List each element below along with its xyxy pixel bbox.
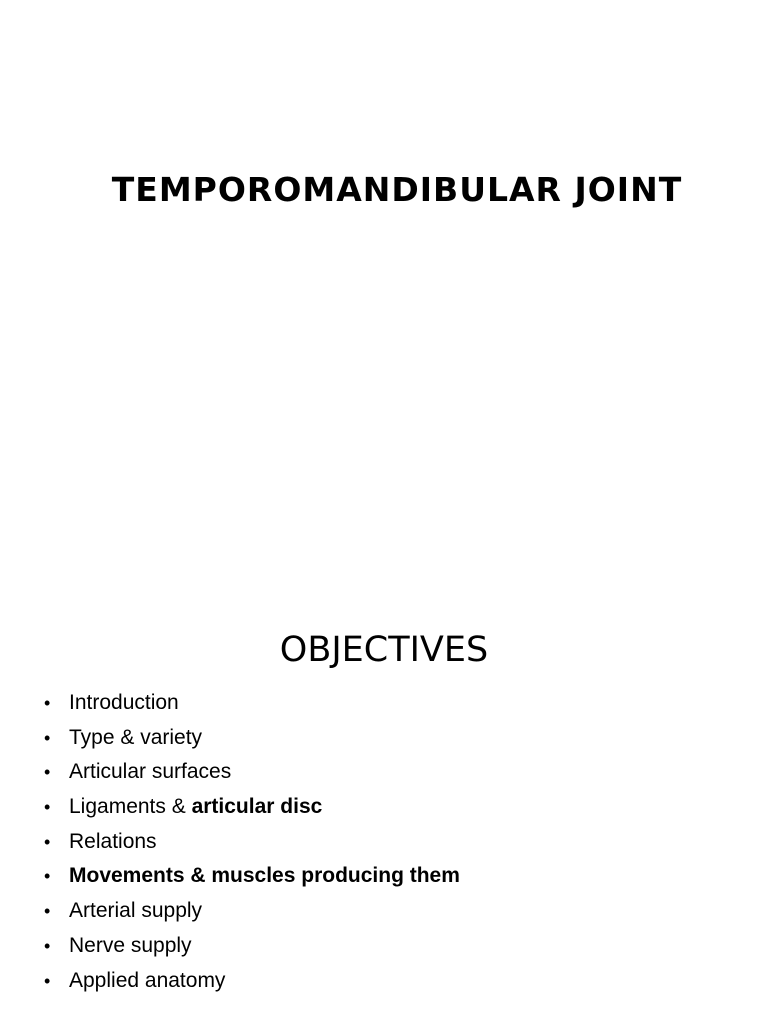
bullet-icon: • xyxy=(44,727,51,748)
objective-text: Type & variety xyxy=(69,725,203,749)
objective-text-plain: Ligaments & xyxy=(69,795,192,819)
objective-text: Relations xyxy=(69,829,157,853)
objective-text: Nerve supply xyxy=(69,933,192,957)
objective-text: Applied anatomy xyxy=(69,968,226,992)
objective-text: Arterial supply xyxy=(69,899,203,923)
objective-text xyxy=(69,790,322,825)
objective-text: Introduction xyxy=(69,691,179,714)
objectives-heading: OBJECTIVES xyxy=(279,630,489,670)
bullet-icon: • xyxy=(44,935,51,956)
bullet-icon: • xyxy=(44,831,51,852)
objective-text-bold: articular disc xyxy=(191,795,323,819)
bullet-icon: • xyxy=(44,901,51,922)
bullet-icon: • xyxy=(44,693,51,713)
bullet-icon: • xyxy=(44,797,51,818)
objective-text: Articular surfaces xyxy=(69,760,232,784)
bullet-icon: • xyxy=(44,970,51,991)
objective-text-bold: Movements & muscles producing them xyxy=(69,864,460,888)
slide-title: TEMPOROMANDIBULAR JOINT xyxy=(111,170,683,209)
bullet-icon: • xyxy=(44,762,51,783)
bullet-icon: • xyxy=(44,866,51,887)
